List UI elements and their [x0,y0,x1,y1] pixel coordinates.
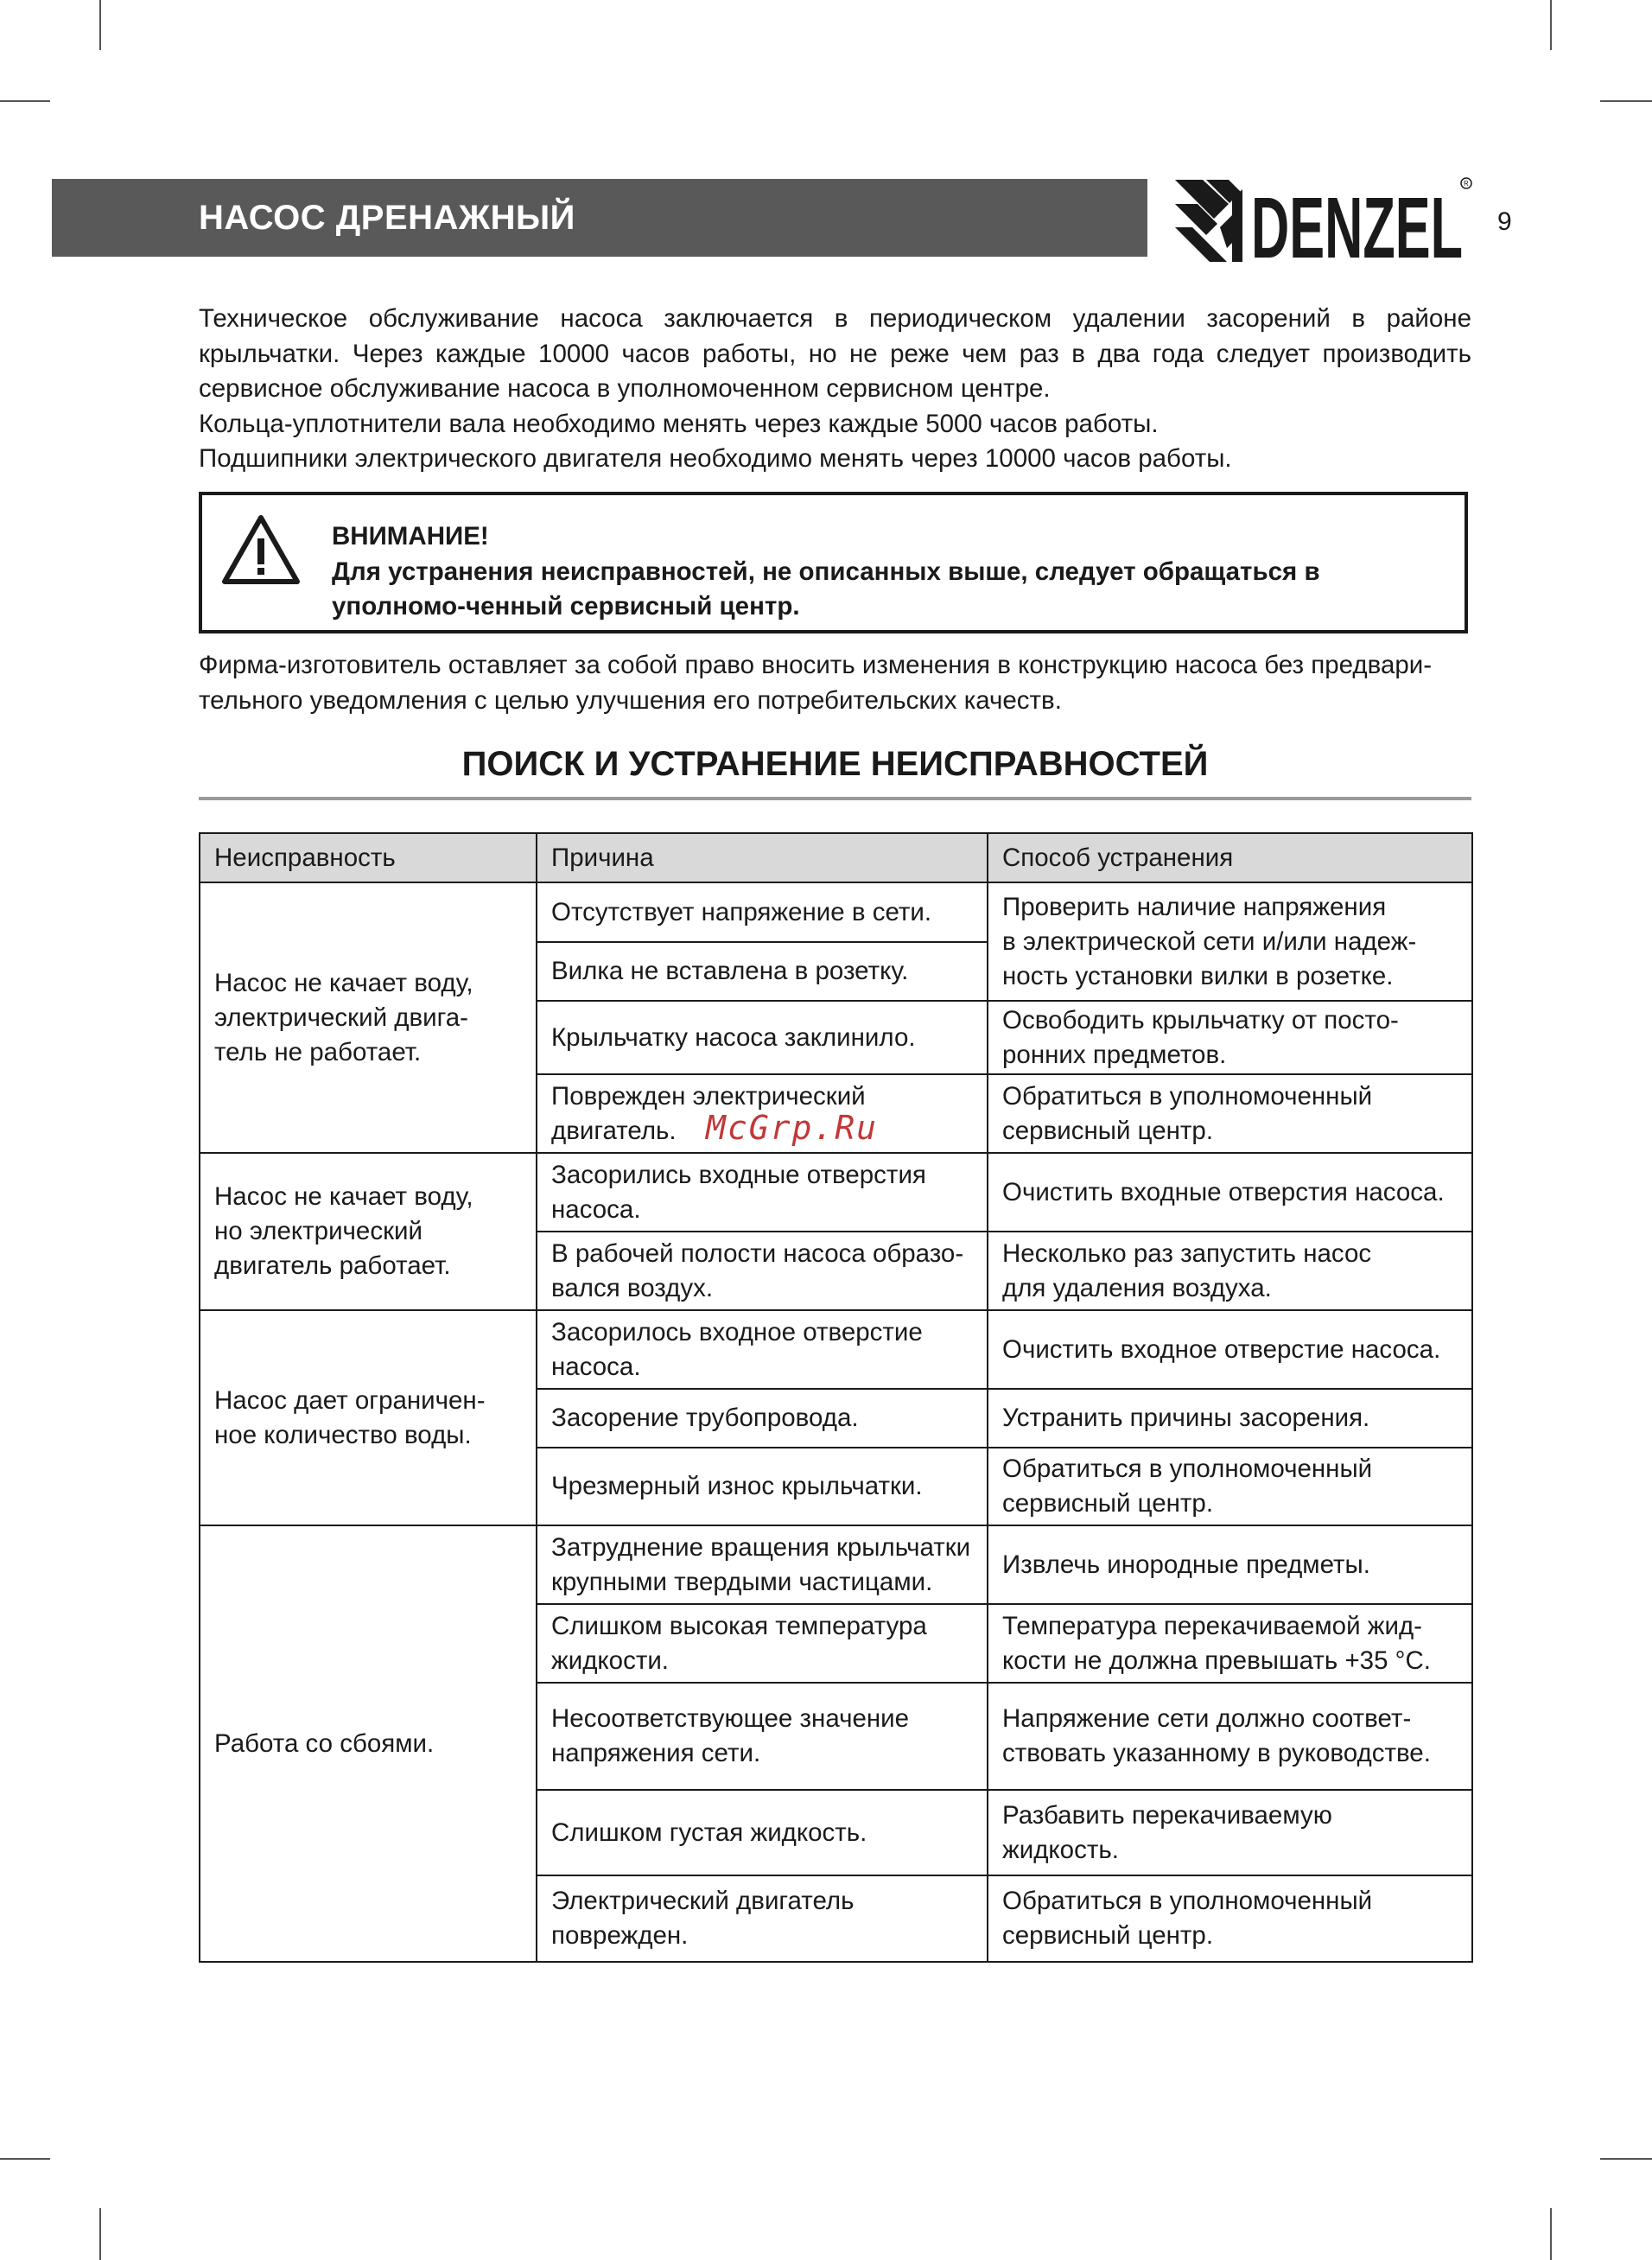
table-row [200,882,1472,942]
bearing-replacement-paragraph: Подшипники электрического двигателя необходимо менять через 10000 часов работы. [199,444,1232,473]
cause-cell: Электрический двигатель поврежден. [537,1875,988,1962]
remedy-cell: Обратиться в уполномоченный сервисный центр. [988,1875,1472,1962]
remedy-cell: Обратиться в уполномоченный сервисный центр. [988,1448,1472,1525]
warning-title: ВНИМАНИЕ! [332,522,489,551]
fault-cell: Насос дает ограничен- ное количество воды. [200,1310,537,1525]
cause-cell: Засорение трубопровода. [537,1389,988,1448]
table-row [200,1310,1472,1389]
crop-mark [99,0,101,50]
remedy-cell: Устранить причины засорения. [988,1389,1472,1448]
crop-mark [1550,0,1552,50]
crop-mark [1600,2158,1652,2160]
page-title: НАСОС ДРЕНАЖНЫЙ [199,198,575,237]
section-divider [199,797,1471,800]
cause-cell: Слишком густая жидкость. [537,1790,988,1875]
fault-cell: Работа со сбоями. [200,1525,537,1962]
crop-mark [1550,2208,1552,2260]
crop-mark [0,2158,50,2160]
cause-cell: Поврежден электрический двигатель. [537,1074,988,1153]
remedy-cell: Разбавить перекачиваемую жидкость. [988,1790,1472,1875]
crop-mark [1600,100,1652,102]
cause-cell: Слишком высокая температура жидкости. [537,1604,988,1683]
crop-mark [0,100,50,102]
crop-mark [99,2208,101,2260]
remedy-cell: Напряжение сети должно соответ- ствовать указанному в руководстве. [988,1683,1472,1790]
cause-cell: Засорились входные отверстия насоса. [537,1153,988,1232]
logo-text: DENZEL [1251,180,1463,266]
cause-cell: Засорилось входное отверстие насоса. [537,1310,988,1389]
warning-text [332,519,1447,625]
fault-cell: Насос не качает воду, электрический двига- тель не работает. [200,882,537,1153]
warning-box [199,492,1468,633]
fault-cell: Насос не качает воду, но электрический двигатель работает. [200,1153,537,1310]
cause-cell: Несоответствующее значение напряжения сети. [537,1683,988,1790]
warning-message: Для устранения неисправностей, не описанных выше, следует обращаться в уполномо-ченный сервисный центр. [332,557,1320,621]
remedy-cell: Несколько раз запустить насос для удаления воздуха. [988,1232,1472,1310]
remedy-cell: Обратиться в уполномоченный сервисный центр. [988,1074,1472,1153]
seal-replacement-paragraph: Кольца-уплотнители вала необходимо менять через каждые 5000 часов работы. [199,410,1159,438]
table-row [200,1153,1472,1232]
cause-cell: Крыльчатку насоса заклинило. [537,1001,988,1074]
table-row [200,1525,1472,1604]
remedy-cell: Очистить входные отверстия насоса. [988,1153,1472,1232]
maintenance-paragraph: Техническое обслуживание насоса заключается в периодическом удалении засорений в районе крыльчатки. Через каждые 10000 часов работы, но не реже чем раз в два года следует производить сервисное обслуживание насоса в уполномоченном сервисном центре. [199,304,1471,403]
warning-icon [221,512,301,587]
remedy-cell: Очистить входное отверстие насоса. [988,1310,1472,1389]
section-title: ПОИСК И УСТРАНЕНИЕ НЕИСПРАВНОСТЕЙ [461,745,1209,783]
watermark: McGrp.Ru [706,1109,879,1147]
column-header-cause: Причина [537,833,988,882]
cause-cell: Отсутствует напряжение в сети. [537,882,988,942]
cause-cell: Вилка не вставлена в розетку. [537,942,988,1001]
cause-cell: Чрезмерный износ крыльчатки. [537,1448,988,1525]
remedy-cell: Извлечь инородные предметы. [988,1525,1472,1604]
table-header-row [200,833,1472,882]
svg-text:R: R [1464,180,1469,188]
manufacturer-notice: Фирма-изготовитель оставляет за собой право вносить изменения в конструкцию насоса без предвари-тельного уведомления с целью улучшения его потребительских качеств. [199,651,1433,715]
cause-cell: Затруднение вращения крыльчатки крупными твердыми частицами. [537,1525,988,1604]
page-number: 9 [1497,207,1512,236]
remedy-cell: Температура перекачиваемой жид- кости не должна превышать +35 °C. [988,1604,1472,1683]
denzel-logo [1175,175,1473,266]
header-bar [52,179,1147,257]
remedy-cell: Освободить крыльчатку от посто- ронних предметов. [988,1001,1472,1074]
column-header-fault: Неисправность [200,833,537,882]
cause-cell: В рабочей полости насоса образо- вался воздух. [537,1232,988,1310]
remedy-cell: Проверить наличие напряжения в электрической сети и/или надеж- ность установки вилки в розетке. [988,882,1472,1001]
column-header-remedy: Способ устранения [988,833,1472,882]
troubleshooting-table [199,832,1473,1963]
